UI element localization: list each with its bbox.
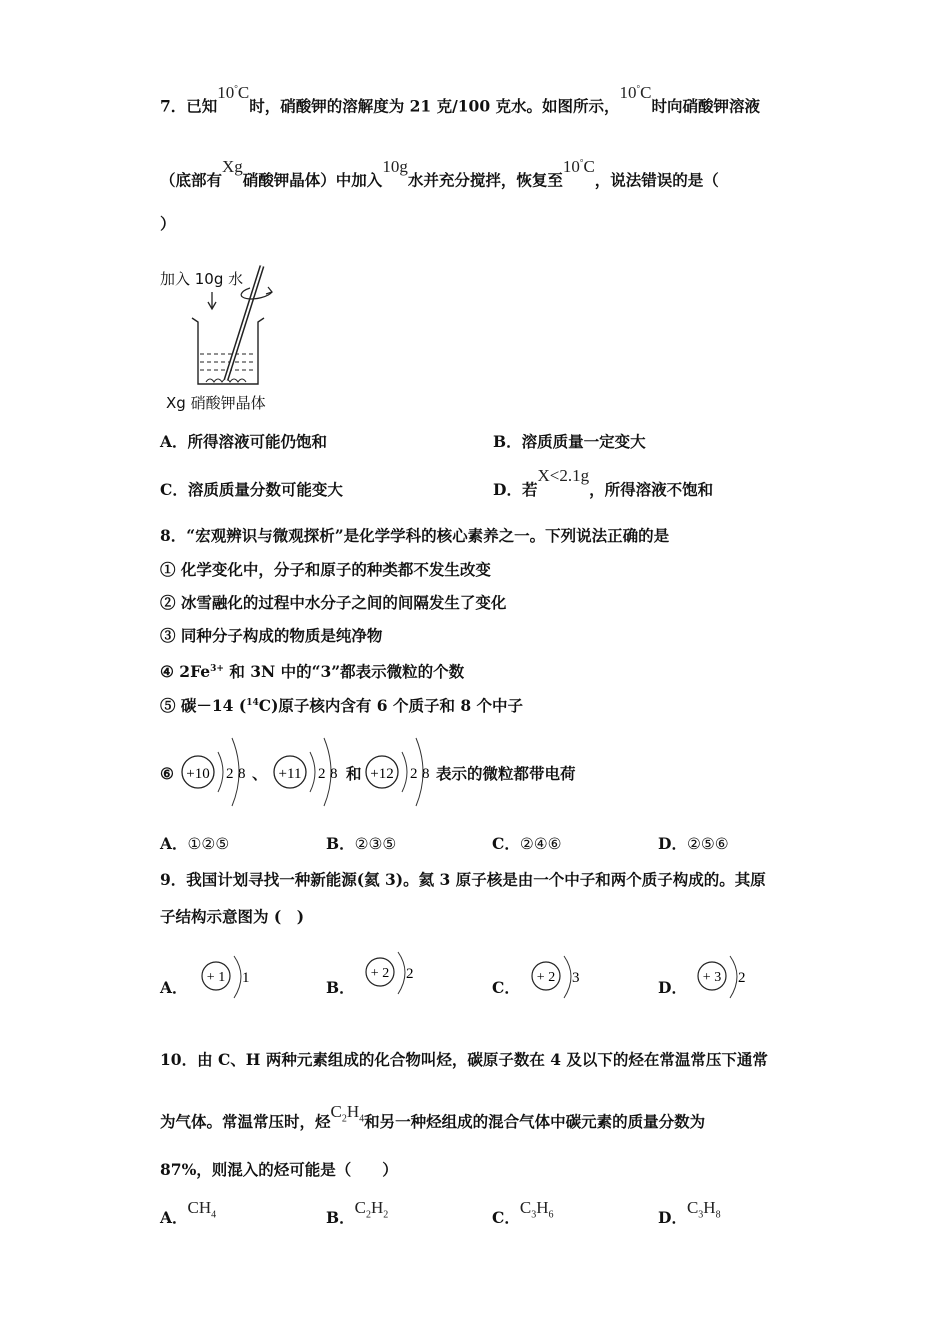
q7-line-3: ） [160, 214, 176, 233]
atom1-shell2: 8 [238, 766, 246, 782]
and-word: 和 [346, 764, 362, 783]
q8-option-a: A．①②⑤ [160, 834, 230, 853]
figure-bottom-label: Xg 硝酸钾晶体 [166, 394, 266, 412]
svg-text:2: 2 [406, 966, 414, 982]
q9-option-c-label: C． [492, 978, 520, 997]
svg-text:+ 1: + 1 [206, 970, 226, 985]
atom-diagram-mg [364, 728, 434, 814]
q8-option-c: C．②④⑥ [492, 834, 562, 853]
q10-line-3: 87%，则混入的烃可能是（ ） [160, 1160, 398, 1179]
atom-diagram-ne [180, 728, 250, 814]
temp-10c-2: 10°C [619, 82, 652, 102]
formula-ch4: $CH_4$ [187, 1198, 217, 1221]
q10-line-1: 10．由 C、H 两种元素组成的化合物叫烃，碳原子数在 4 及以下的烃在常温常压下通常 [160, 1050, 768, 1069]
beaker-figure [158, 262, 288, 414]
q8-statement-4: ④ $2Fe^{3+}$ 和 3N 中的“3”都表示微粒的个数 [160, 662, 465, 682]
q9-atom-b [362, 946, 422, 1002]
q8-statement-5: ⑤ 碳－14 ($^{14}$C)原子核内含有 6 个质子和 8 个中子 [160, 696, 524, 716]
svg-text:1: 1 [242, 970, 250, 986]
atom2-shell1: 2 [318, 766, 326, 782]
q8-statement-3: ③ 同种分子构成的物质是纯净物 [160, 626, 383, 645]
q8-statement-6-tail: 表示的微粒都带电荷 [436, 764, 576, 783]
figure-top-label: 加入 10g 水 [160, 270, 244, 288]
q9-line-1: 9．我国计划寻找一种新能源(氦 3)。氦 3 原子核是由一个中子和两个质子构成的。其原 [160, 870, 766, 889]
formula-c3h6: $C_3H_6$ [519, 1198, 554, 1221]
atom3-shell2: 8 [422, 766, 430, 782]
q7-option-c: C．溶质质量分数可能变大 [160, 480, 343, 499]
q7-line-2: （底部有Xg硝酸钾晶体）中加入10g水并充分搅拌，恢复至10°C，说法错误的是（ [160, 156, 719, 190]
q7-option-d: D．若X<2.1g，所得溶液不饱和 [493, 466, 714, 499]
math-x-lt: X<2.1g [537, 466, 590, 485]
q9-option-a-label: A． [160, 978, 188, 997]
q9-atom-d [694, 950, 754, 1006]
atom2-core: +11 [278, 766, 302, 782]
svg-text:+ 2: + 2 [536, 970, 556, 985]
atom1-core: +10 [186, 766, 210, 782]
atom2-shell2: 8 [330, 766, 338, 782]
q9-option-b-label: B． [326, 978, 355, 997]
formula-c2h2: $C_2H_2$ [354, 1198, 389, 1221]
atom-diagram-na [272, 728, 342, 814]
q7-line-1: 7．已知10°C时，硝酸钾的溶解度为 21 克/100 克水。如图所示，10°C时向硝酸钾溶液 [160, 82, 760, 116]
q8-statement-6-prefix: ⑥ [160, 764, 174, 783]
separator: 、 [252, 764, 268, 783]
svg-text:2: 2 [738, 970, 746, 986]
q8-option-d: D．②⑤⑥ [658, 834, 729, 853]
q9-line-2: 子结构示意图为 ( ) [160, 907, 305, 926]
math-10g: 10g [382, 156, 408, 176]
temp-10c-3: 10°C [562, 156, 595, 176]
q7-option-a: A．所得溶液可能仍饱和 [160, 432, 328, 451]
svg-text:+ 2: + 2 [370, 966, 390, 981]
q8-option-b: B．②③⑤ [326, 834, 397, 853]
q10-option-d: D．$C_3H_8$ [658, 1198, 721, 1227]
q8-statement-1: ① 化学变化中，分子和原子的种类都不发生改变 [160, 560, 491, 579]
svg-text:+ 3: + 3 [702, 970, 722, 985]
q10-line-2: 为气体。常温常压时，烃$C_2H_4$和另一种烃组成的混合气体中碳元素的质量分数为 [160, 1102, 706, 1131]
q9-option-d-label: D． [658, 978, 687, 997]
q8-stem: 8．“宏观辨识与微观探析”是化学学科的核心素养之一。下列说法正确的是 [160, 526, 670, 545]
q9-atom-c [528, 950, 588, 1006]
q10-option-a: A．$CH_4$ [160, 1198, 217, 1227]
atom3-shell1: 2 [410, 766, 418, 782]
temp-10c-1: 10°C [217, 82, 250, 102]
atom3-core: +12 [370, 766, 394, 782]
math-xg: Xg [222, 156, 243, 176]
q10-option-b: B．$C_2H_2$ [326, 1198, 389, 1227]
q8-statement-2: ② 冰雪融化的过程中水分子之间的间隔发生了变化 [160, 593, 507, 612]
svg-text:3: 3 [572, 970, 580, 986]
atom1-shell1: 2 [226, 766, 234, 782]
q10-option-c: C．$C_3H_6$ [492, 1198, 554, 1227]
formula-c3h8: $C_3H_8$ [686, 1198, 721, 1221]
q9-atom-a [198, 950, 258, 1006]
q7-option-b: B．溶质质量一定变大 [493, 432, 646, 451]
formula-c2h4: $C_2H_4$ [330, 1102, 365, 1125]
beaker-drawing [158, 262, 288, 392]
